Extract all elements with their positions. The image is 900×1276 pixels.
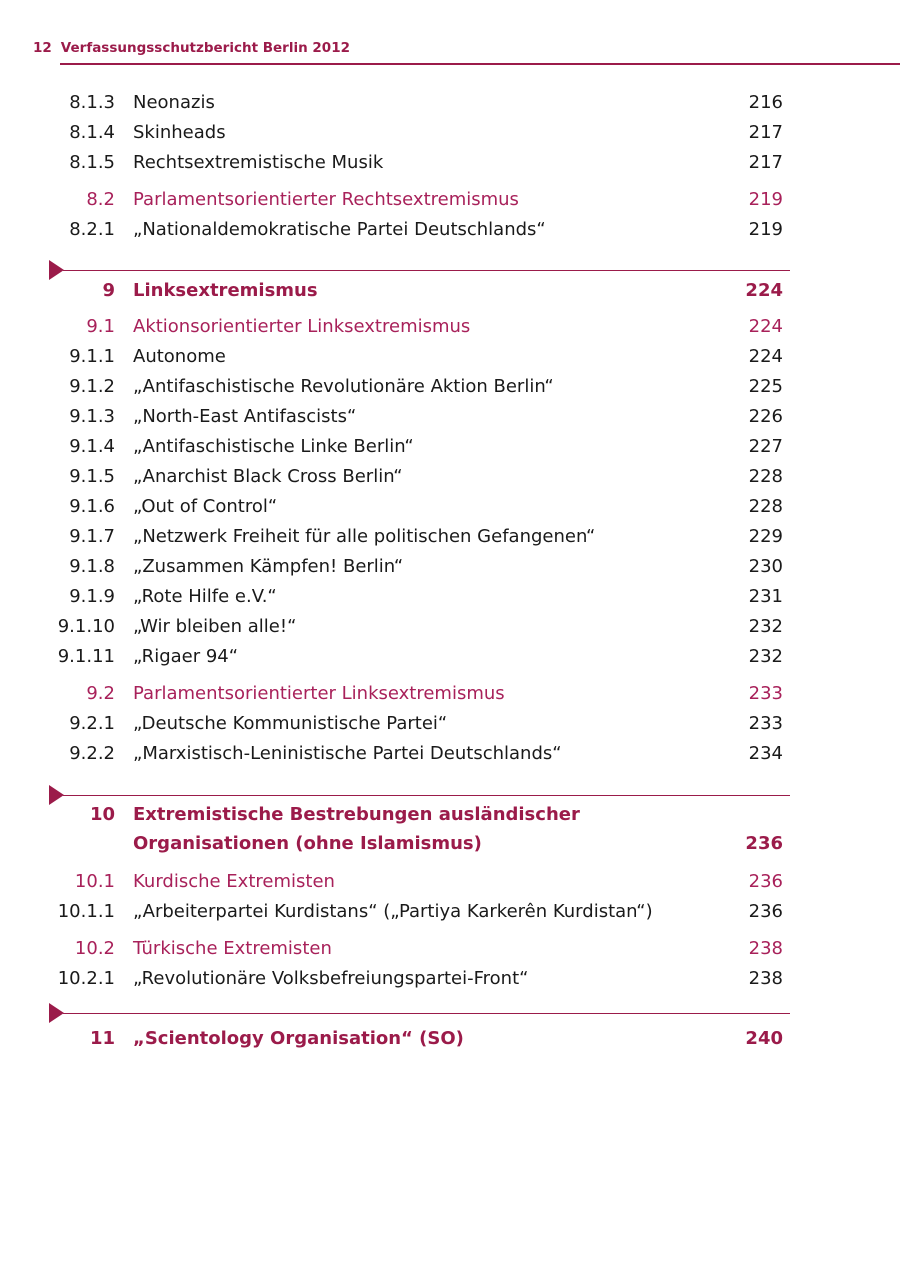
toc-entry[interactable] [0,585,900,615]
entry-title: Skinheads [133,122,226,143]
entry-title: Parlamentsorientierter Linksextremismus [133,683,505,704]
divider-line [63,1013,790,1014]
toc-chapter-entry-continuation[interactable] [0,832,900,862]
entry-page: 228 [748,496,783,517]
toc-entry[interactable] [0,525,900,555]
toc-section-entry[interactable] [0,870,900,900]
toc-chapter-entry[interactable] [0,803,900,833]
entry-number: 8.1.5 [69,152,115,173]
entry-number: 10.2.1 [57,968,115,989]
entry-page: 236 [748,901,783,922]
entry-title: „Out of Control“ [133,496,278,517]
entry-title: „Marxistisch-Leninistische Partei Deutschlands“ [133,743,562,764]
entry-number: 9.2.1 [69,713,115,734]
toc-entry[interactable] [0,900,900,930]
entry-page: 227 [748,436,783,457]
entry-number: 8.2.1 [69,219,115,240]
entry-page: 236 [748,871,783,892]
entry-page: 224 [748,346,783,367]
entry-title: „Revolutionäre Volksbefreiungspartei-Front“ [133,968,529,989]
toc-entry[interactable] [0,712,900,742]
entry-page: 224 [748,316,783,337]
triangle-marker-icon [49,260,64,280]
entry-page: 236 [745,833,783,854]
entry-page: 229 [748,526,783,547]
entry-number: 9.1.7 [69,526,115,547]
entry-title: Türkische Extremisten [133,938,332,959]
entry-number: 9.1.5 [69,466,115,487]
toc-entry[interactable] [0,151,900,181]
toc-entry[interactable] [0,555,900,585]
entry-page: 233 [748,713,783,734]
toc-entry[interactable] [0,645,900,675]
entry-title: Rechtsextremistische Musik [133,152,384,173]
divider-line [63,795,790,796]
entry-title: „Zusammen Kämpfen! Berlin“ [133,556,404,577]
entry-page: 226 [748,406,783,427]
toc-entry[interactable] [0,465,900,495]
entry-title: „Scientology Organisation“ (SO) [133,1028,464,1049]
entry-title: „Nationaldemokratische Partei Deutschlands“ [133,219,546,240]
toc-entry[interactable] [0,742,900,772]
entry-page: 233 [748,683,783,704]
toc-entry[interactable] [0,91,900,121]
entry-number: 9.1.2 [69,376,115,397]
toc-entry[interactable] [0,375,900,405]
entry-title: Linksextremismus [133,280,318,301]
entry-number: 9.1.10 [57,616,115,637]
chapter-divider [49,260,790,280]
entry-page: 238 [748,968,783,989]
chapter-divider [49,785,790,805]
entry-page: 228 [748,466,783,487]
entry-title: „Netzwerk Freiheit für alle politischen Gefangenen“ [133,526,596,547]
triangle-marker-icon [49,1003,64,1023]
entry-title: „Anarchist Black Cross Berlin“ [133,466,403,487]
toc-entry[interactable] [0,345,900,375]
toc-entry[interactable] [0,405,900,435]
entry-number: 9.1 [86,316,115,337]
toc-chapter-entry[interactable] [0,279,900,309]
entry-page: 231 [748,586,783,607]
entry-number: 10.2 [74,938,115,959]
toc-entry[interactable] [0,218,900,248]
entry-number: 9.1.1 [69,346,115,367]
entry-page: 217 [748,152,783,173]
toc-section-entry[interactable] [0,682,900,712]
entry-page: 216 [748,92,783,113]
entry-title: Autonome [133,346,226,367]
entry-title: „Deutsche Kommunistische Partei“ [133,713,448,734]
entry-page: 217 [748,122,783,143]
entry-title: Kurdische Extremisten [133,871,335,892]
entry-page: 224 [745,280,783,301]
entry-number: 9.1.6 [69,496,115,517]
entry-page: 238 [748,938,783,959]
toc-entry[interactable] [0,967,900,997]
entry-number: 9 [102,280,115,301]
entry-title: Neonazis [133,92,215,113]
entry-page: 240 [745,1028,783,1049]
entry-page: 232 [748,616,783,637]
entry-title: „Rigaer 94“ [133,646,239,667]
toc-entry[interactable] [0,121,900,151]
entry-number: 9.1.4 [69,436,115,457]
header-rule [60,63,900,65]
triangle-marker-icon [49,785,64,805]
entry-number: 11 [89,1028,115,1049]
entry-title: „Wir bleiben alle!“ [133,616,297,637]
toc-section-entry[interactable] [0,188,900,218]
toc-entry[interactable] [0,495,900,525]
entry-number: 9.1.9 [69,586,115,607]
entry-page: 225 [748,376,783,397]
entry-title: „Arbeiterpartei Kurdistans“ („Partiya Karkerên Kurdistan“) [133,901,653,922]
entry-page: 232 [748,646,783,667]
chapter-divider [49,1003,790,1023]
entry-number: 9.1.8 [69,556,115,577]
entry-number: 9.2 [86,683,115,704]
entry-page: 219 [748,189,783,210]
entry-title: Parlamentsorientierter Rechtsextremismus [133,189,519,210]
entry-title: Aktionsorientierter Linksextremismus [133,316,471,337]
entry-title: Organisationen (ohne Islamismus) [133,833,482,854]
entry-number: 9.1.11 [57,646,115,667]
entry-title: Extremistische Bestrebungen ausländischer [133,804,580,825]
header-page-number: 12 [33,40,52,56]
entry-title: „North-East Antifascists“ [133,406,357,427]
entry-title: „Antifaschistische Linke Berlin“ [133,436,414,457]
entry-number: 8.1.4 [69,122,115,143]
entry-number: 8.2 [86,189,115,210]
entry-number: 9.2.2 [69,743,115,764]
entry-page: 219 [748,219,783,240]
header-title: Verfassungsschutzbericht Berlin 2012 [60,40,350,56]
toc-section-entry[interactable] [0,315,900,345]
toc-entry[interactable] [0,615,900,645]
entry-title: „Antifaschistische Revolutionäre Aktion Berlin“ [133,376,554,397]
entry-number: 8.1.3 [69,92,115,113]
entry-page: 230 [748,556,783,577]
toc-section-entry[interactable] [0,937,900,967]
entry-number: 9.1.3 [69,406,115,427]
running-header [33,40,350,56]
entry-number: 10.1.1 [57,901,115,922]
entry-title: „Rote Hilfe e.V.“ [133,586,277,607]
toc-chapter-entry[interactable] [0,1027,900,1057]
entry-page: 234 [748,743,783,764]
entry-number: 10.1 [74,871,115,892]
entry-number: 10 [89,804,115,825]
toc-entry[interactable] [0,435,900,465]
divider-line [63,270,790,271]
